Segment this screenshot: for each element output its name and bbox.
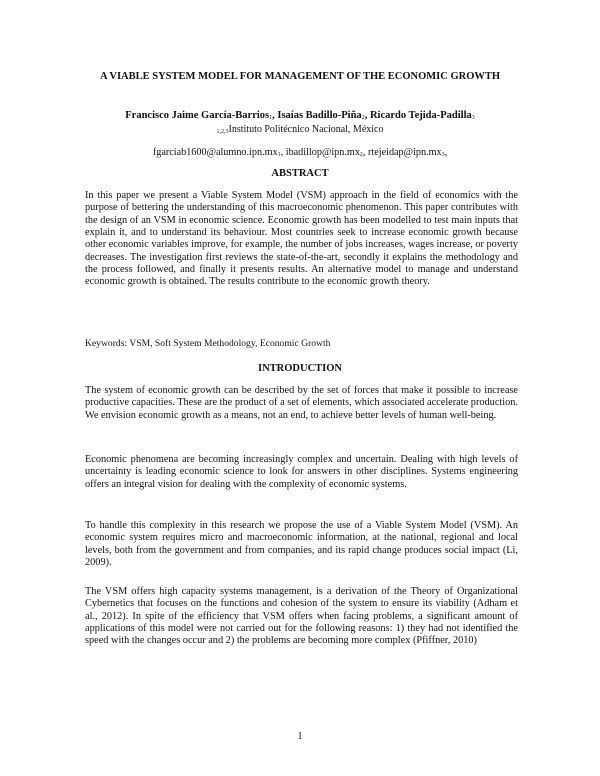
email-address: fgarciab1600@alumno.ipn.mx — [152, 147, 278, 158]
intro-paragraph: The system of economic growth can be described by the set of forces that make it possible to increase productive capacities. These are the product of a set of elements, which associated accelerate production. We envision economic growth as a means, not an end, to achieve better levels of human well-being. — [85, 385, 518, 421]
paper-title: A VIABLE SYSTEM MODEL FOR MANAGEMENT OF THE ECONOMIC GROWTH — [99, 71, 501, 82]
intro-paragraph: Economic phenomena are becoming increasingly complex and uncertain. Dealing with high levels of uncertainty is leading economic science to look for answers in other disciplines. Systems engineering offers an integral vision for dealing with the complexity of economic systems. — [85, 454, 518, 490]
email-superscript: 3 — [441, 152, 445, 158]
author-superscript: 2 — [361, 115, 365, 121]
keywords: Keywords: VSM, Soft System Methodology, Economic Growth — [85, 338, 331, 349]
email-address: rtejeidap@ipn.mx — [368, 147, 442, 158]
abstract-heading: ABSTRACT — [271, 168, 329, 179]
abstract-body: In this paper we present a Viable System Model (VSM) approach in the field of economics with the purpose of bettering the understanding of this macroeconomic phenomenon. This paper contributes with the design of an VSM in economic science. Economic growth has been modelled to test main inputs that explain it, and to understand its behaviour. Most countries seek to increase economic growth because other economic variables improve, for example, the number of jobs increases, wages increase, or poverty decreases. The investigation first reviews the state-of-the-art, secondly it explains the methodology and the process followed, and finally it presents results. An alternative model to manage and understand economic growth is obtained. The results contribute to the economic growth theory. — [85, 190, 518, 288]
affiliation — [60, 124, 540, 135]
author-name: Ricardo Tejida-Padilla — [369, 110, 472, 121]
email-list: fgarciab1600@alumno.ipn.mx1, ibadillop@ipn.mx2, rtejeidap@ipn.mx3, — [152, 147, 448, 158]
introduction-heading: INTRODUCTION — [257, 363, 342, 374]
affiliation-text: Instituto Politécnico Nacional, México — [228, 124, 384, 135]
email-superscript: 2 — [359, 152, 363, 158]
page-number: 1 — [297, 731, 303, 742]
intro-paragraph: The VSM offers high capacity systems management, is a derivation of the Theory of Organizational Cybernetics that focuses on the functions and cohesion of the system to ensure its viability (Adham et al., 2012). In spite of the efficiency that VSM offers when facing problems, a significant amount of applications of this model were not carried out for the following reasons: 1) they had not identified the speed with the changes occur and 2) the problems are becoming more complex (Pfiffner, 2010) — [85, 586, 518, 647]
intro-paragraph: To handle this complexity in this research we propose the use of a Viable System Model (VSM). An economic system requires micro and macroeconomic information, at the national, regional and local levels, both from the government and from companies, and its rapid change produces social impact (Li, 2009). — [85, 520, 518, 569]
email-superscript: 1 — [277, 152, 281, 158]
author-superscript: 3 — [471, 115, 475, 121]
author-superscript: 1 — [269, 115, 273, 121]
affiliation-superscript: 1,2,3 — [216, 129, 229, 135]
email-address: ibadillop@ipn.mx — [285, 147, 360, 158]
author-list: Francisco Jaime García-Barrios1, Isaías Badillo-Piña2, Ricardo Tejida-Padilla3 — [125, 110, 475, 121]
author-name: Isaías Badillo-Piña — [277, 110, 362, 121]
author-name: Francisco Jaime García-Barrios — [125, 110, 270, 121]
